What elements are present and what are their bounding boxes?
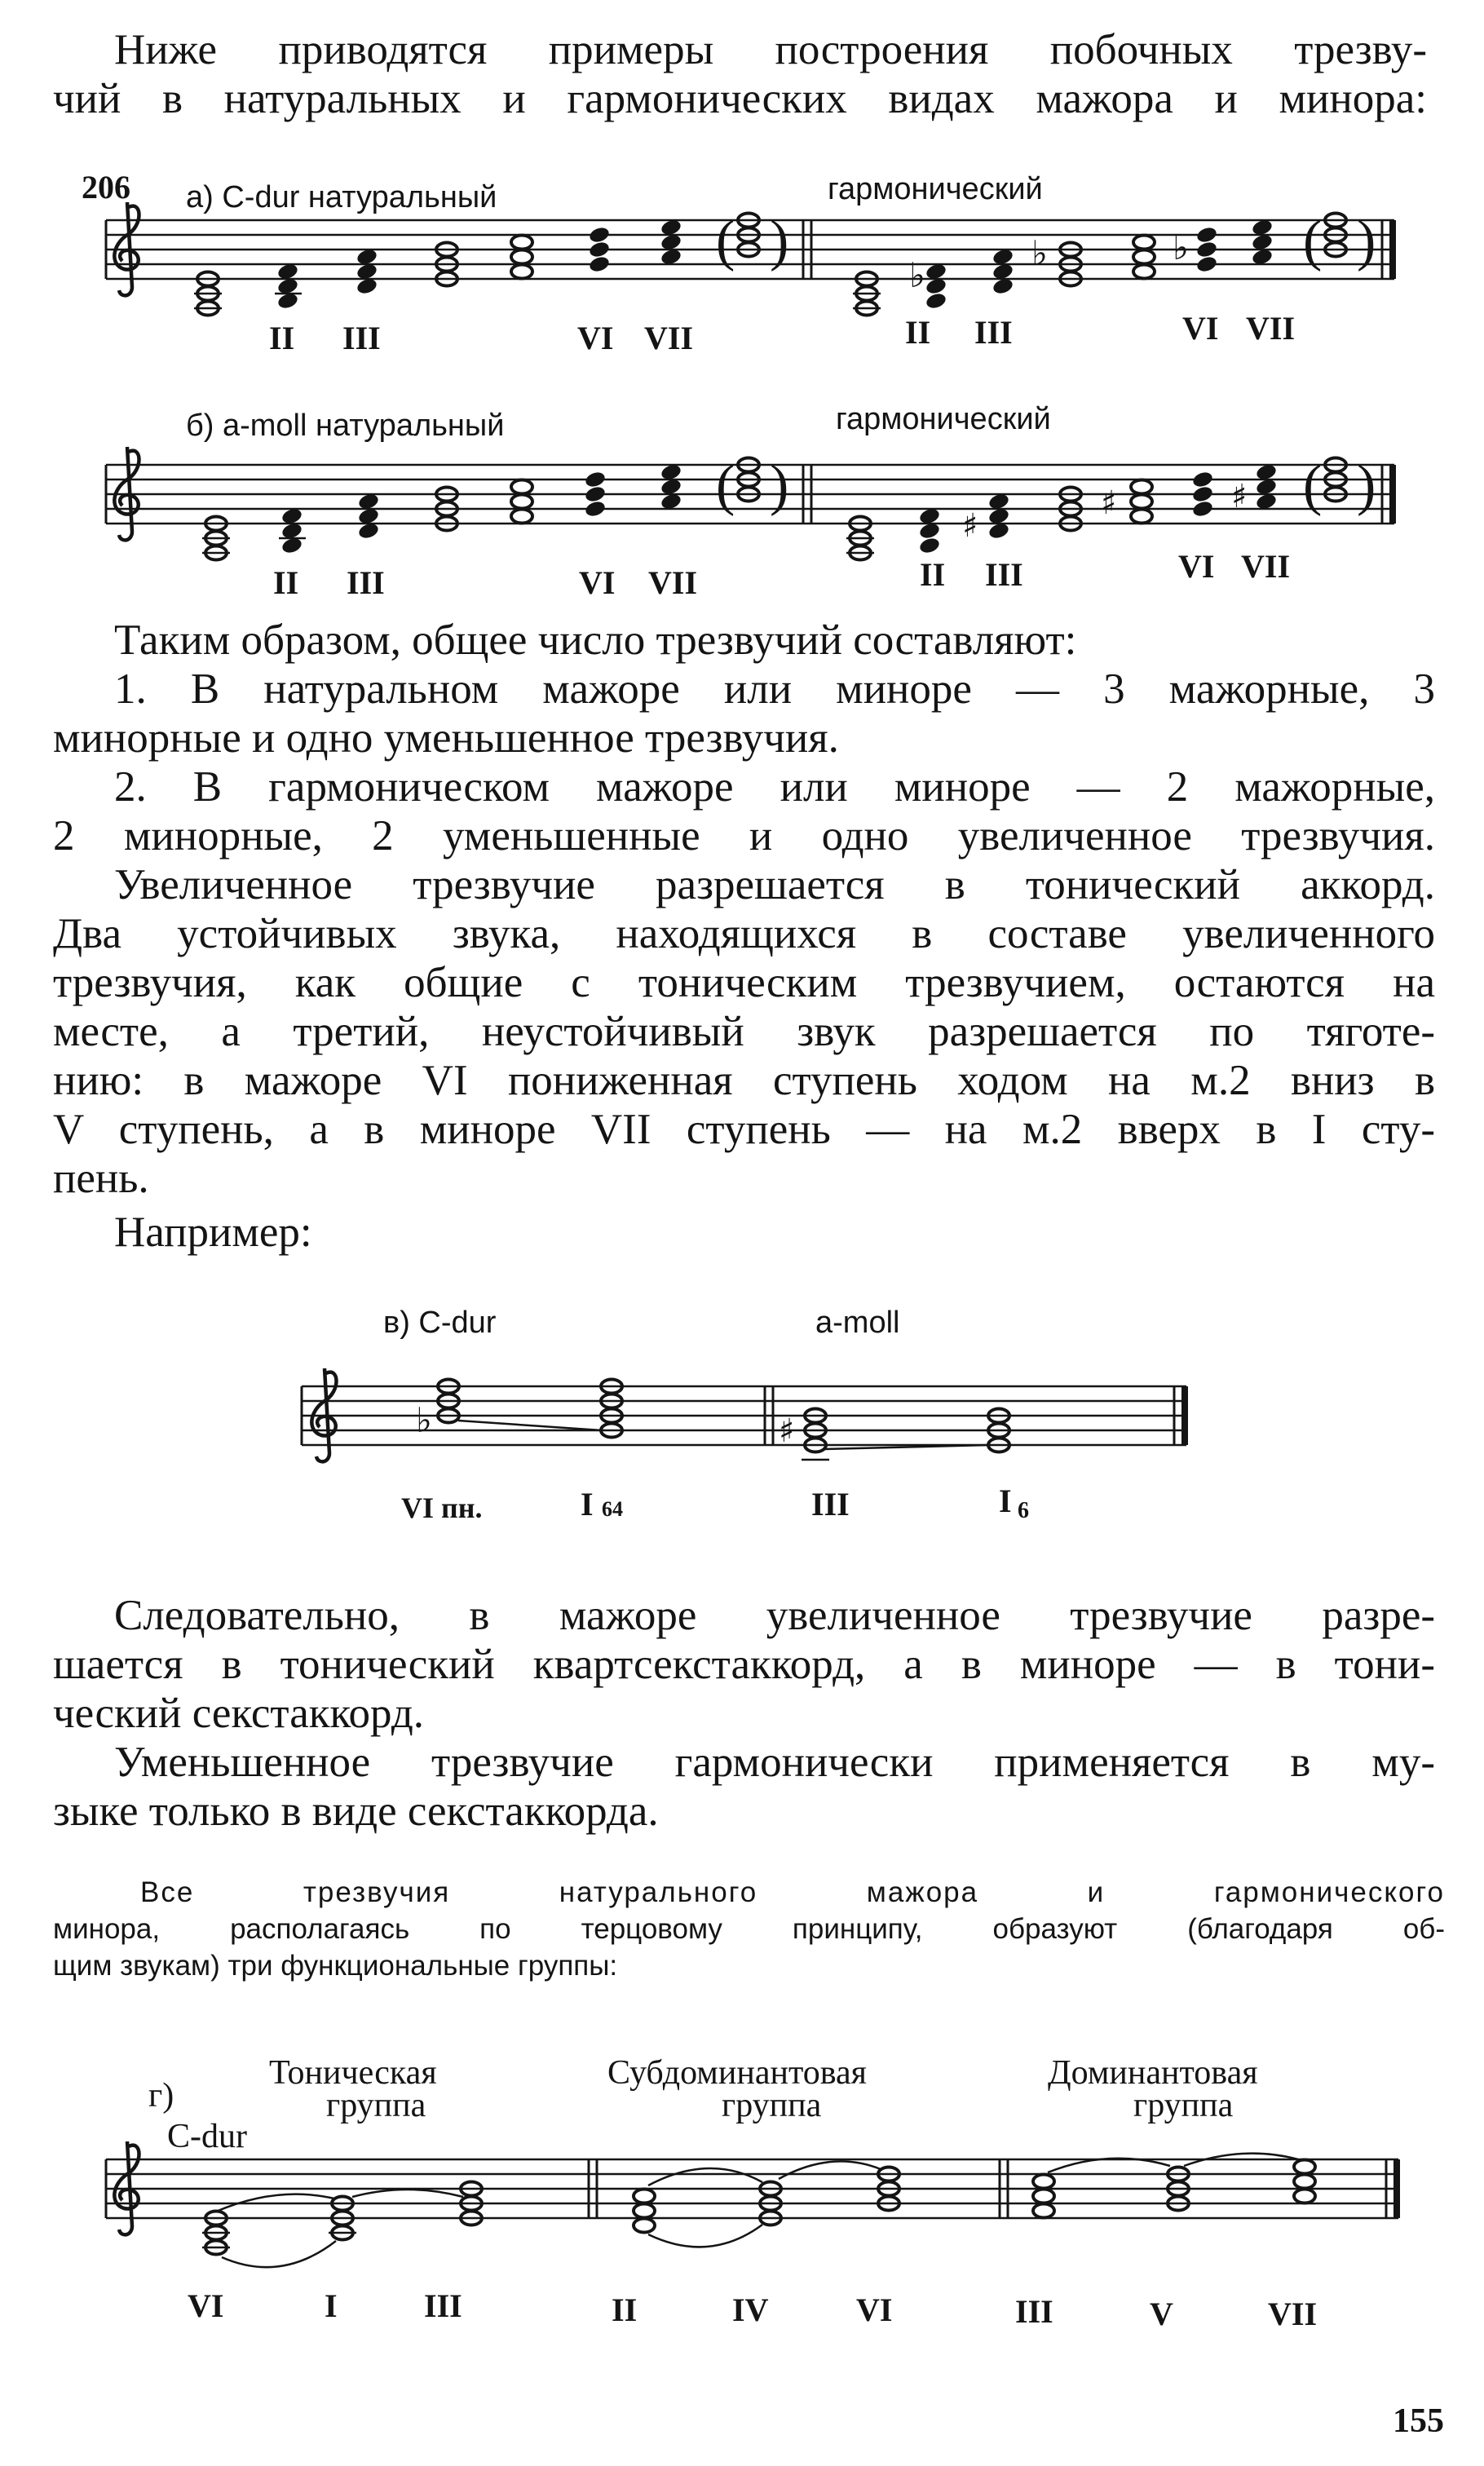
numeral-b-6: III [985, 556, 1023, 593]
numeral-b-2: III [347, 564, 385, 601]
numeral-a-6: III [974, 314, 1013, 351]
numeral-b-3: VI [579, 564, 616, 601]
svg-text:): ) [1357, 454, 1376, 517]
numeral-b-7: VI [1178, 548, 1215, 585]
example-a-label-harmonic: гармонический [828, 172, 1043, 206]
summary-p3-line1: Увеличенное трезвучие разрешается в тонический аккорд. [114, 861, 1435, 908]
figure-v-6: 6 [1018, 1498, 1029, 1523]
figure-v-64: 64 [602, 1497, 623, 1521]
numeral-a-7: VI [1182, 310, 1219, 347]
numeral-a-8: VII [1246, 310, 1296, 347]
conclusion-line-4: Уменьшенное трезвучие гармонически применяется в му- [114, 1739, 1435, 1786]
svg-text:♭: ♭ [416, 1400, 432, 1440]
numeral-v-2: I [581, 1486, 594, 1522]
summary-p3-line6: V ступень, а в миноре VII ступень — на м.2 вверх в I сту- [53, 1106, 1435, 1153]
svg-text:♯: ♯ [962, 507, 978, 545]
svg-text:♭: ♭ [1173, 228, 1189, 267]
staff-a [106, 202, 1394, 316]
numeral-g-6: VI [856, 2291, 893, 2328]
page-number: 155 [1393, 2402, 1444, 2440]
svg-text:♯: ♯ [1101, 484, 1117, 522]
svg-text:♭: ♭ [909, 255, 925, 295]
group-dominant-subtitle: группа [1133, 2087, 1234, 2124]
staff-g [106, 2141, 1398, 2267]
numeral-a-1: II [269, 320, 295, 356]
numeral-v-3: III [811, 1486, 850, 1522]
numeral-a-2: III [342, 320, 381, 356]
numeral-v-1: VI пн. [401, 1492, 483, 1524]
summary-p2-line1: 2. В гармоническом мажоре или миноре — 2 мажорные, [114, 763, 1435, 811]
svg-text:♭: ♭ [1031, 233, 1048, 273]
summary-p3-line2: Два устойчивых звука, находящихся в составе увеличенного [53, 910, 1435, 957]
svg-text:(: ( [1303, 210, 1323, 272]
numeral-g-8: V [1150, 2296, 1173, 2332]
svg-text:): ) [1357, 210, 1376, 272]
numeral-g-5: IV [732, 2291, 769, 2328]
group-dominant-title: Доминантовая [1048, 2054, 1258, 2092]
svg-text:): ) [770, 454, 789, 517]
group-subdominant-subtitle: группа [722, 2087, 822, 2124]
group-subdominant-title: Субдоминантовая [607, 2054, 867, 2092]
svg-text:♯: ♯ [779, 1412, 795, 1450]
summary-p1-line1: 1. В натуральном мажоре или миноре — 3 мажорные, 3 [114, 665, 1435, 713]
svg-text:(: ( [1303, 454, 1323, 517]
example-b-label: б) a-moll натуральный [186, 409, 505, 443]
small-text-line-3: щим звукам) три функциональные группы: [53, 1950, 618, 1982]
conclusion-line-1: Следовательно, в мажоре увеличенное трезвучие разре- [114, 1592, 1435, 1639]
example-b-label-harmonic: гармонический [836, 402, 1051, 436]
staff-a-chords [194, 210, 1376, 316]
small-text-line-1: Все трезвучия натурального мажора и гармонического [140, 1876, 1445, 1908]
numeral-b-5: II [920, 556, 946, 593]
example-number: 206 [82, 169, 130, 206]
numeral-b-4: VII [648, 564, 698, 601]
summary-p3-line7: пень. [53, 1155, 149, 1202]
group-tonic-subtitle: группа [326, 2087, 426, 2124]
staff-v [302, 1368, 1186, 1461]
summary-p3-line5: нию: в мажоре VI пониженная ступень ходом на м.2 вниз в [53, 1057, 1435, 1104]
conclusion-line-2: шается в тонический квартсекстаккорд, а в миноре — в тони- [53, 1641, 1435, 1688]
intro-line-2: чий в натуральных и гармонических видах мажора и минора: [53, 75, 1427, 122]
example-v-label-minor: a-moll [815, 1306, 900, 1340]
numeral-g-7: III [1015, 2293, 1053, 2330]
numeral-g-2: I [325, 2287, 338, 2324]
summary-lead: Таким образом, общее число трезвучий составляют: [114, 616, 1077, 664]
numeral-a-3: VI [577, 320, 614, 356]
summary-p1-line2: минорные и одно уменьшенное трезвучия. [53, 714, 839, 762]
svg-text:(: ( [716, 210, 735, 272]
intro-line-1: Ниже приводятся примеры построения побочных трезву- [114, 26, 1427, 73]
numeral-v-4: I [999, 1483, 1012, 1519]
example-a-label: а) C-dur натуральный [186, 180, 497, 214]
svg-text:): ) [770, 210, 789, 272]
numeral-b-1: II [273, 564, 299, 601]
summary-p3-line3: трезвучия, как общие с тоническим трезвучием, остаются на [53, 959, 1435, 1006]
small-text-line-2: минора, располагаясь по терцовому принципу, образуют (благодаря об- [53, 1913, 1445, 1945]
numeral-b-8: VII [1241, 548, 1291, 585]
example-g-key: C-dur [167, 2118, 247, 2155]
numeral-a-4: VII [644, 320, 694, 356]
numeral-g-4: II [612, 2291, 638, 2328]
example-g-label: г) [148, 2077, 174, 2115]
summary-p3-line4: месте, а третий, неустойчивый звук разрешается по тяготе- [53, 1008, 1435, 1055]
numeral-g-1: VI [188, 2287, 224, 2324]
svg-text:♯: ♯ [1231, 478, 1248, 515]
svg-text:(: ( [716, 454, 735, 517]
numeral-g-3: III [424, 2287, 462, 2324]
staff-b [106, 447, 1394, 560]
conclusion-line-5: зыке только в виде секстаккорда. [53, 1788, 659, 1835]
example-v-label: в) C-dur [383, 1306, 497, 1340]
staff-b-chords [202, 454, 1376, 560]
summary-p2-line2: 2 минорные, 2 уменьшенные и одно увеличенное трезвучия. [53, 812, 1435, 860]
numeral-a-5: II [905, 314, 931, 351]
numeral-g-9: VII [1268, 2296, 1318, 2332]
example-intro: Например: [114, 1209, 312, 1256]
conclusion-line-3: ческий секстаккорд. [53, 1690, 425, 1737]
group-tonic-title: Тоническая [269, 2054, 437, 2092]
